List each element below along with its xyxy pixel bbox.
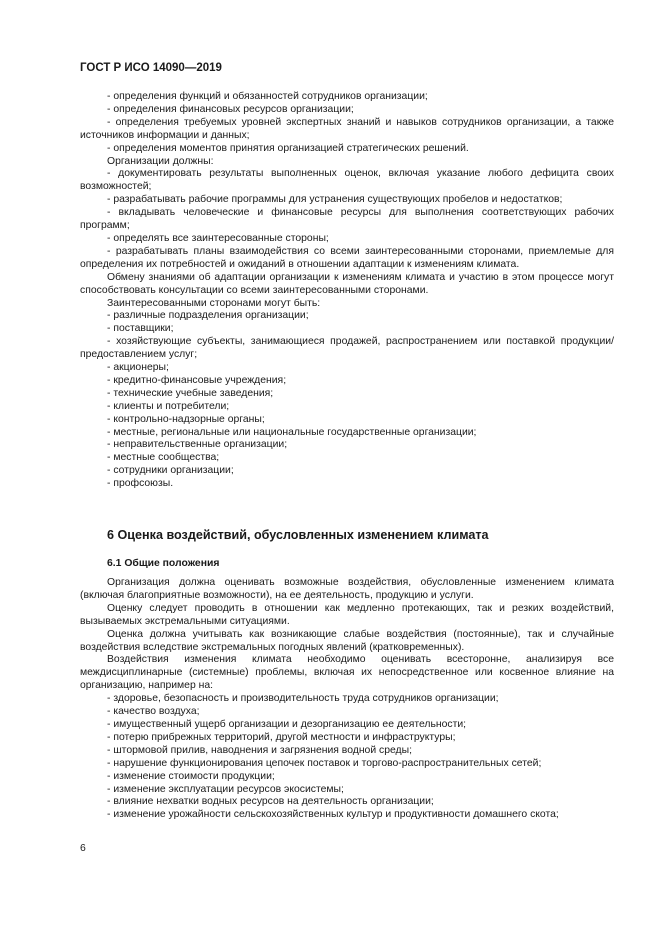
paragraph: - влияние нехватки водных ресурсов на деятельность организации;	[107, 796, 434, 808]
paragraph: Обмену знаниями об адаптации организации к изменениям климата и участию в этом процессе могут способствовать консультации со всеми заинтересованными сторонами.	[80, 271, 614, 296]
paragraph: - изменение эксплуатации ресурсов экосистемы;	[107, 783, 344, 795]
paragraph: Оценка должна учитывать как возникающие слабые воздействия (постоянные), так и случайные воздействия вследствие экстремальных погодных явлений (кратковременных).	[80, 628, 614, 653]
paragraph: Воздействия изменения климата необходимо оценивать всесторонне, анализируя все междисциплинарные (системные) проблемы, включая их непосредственное или косвенное влияние на организацию, например на:	[80, 654, 614, 692]
text-block-1	[80, 91, 614, 491]
paragraph: - хозяйствующие субъекты, занимающиеся продажей, распространением или поставкой продукции/предоставлением услуг;	[80, 336, 614, 361]
paragraph: - контрольно-надзорные органы;	[107, 413, 265, 425]
paragraph: - штормовой прилив, наводнения и загрязнения водной среды;	[107, 744, 412, 756]
paragraph: - неправительственные организации;	[107, 439, 288, 451]
paragraph: - здоровье, безопасность и производительность труда сотрудников организации;	[107, 693, 499, 705]
paragraph: - технические учебные заведения;	[107, 387, 274, 399]
paragraph: - изменение урожайности сельскохозяйственных культур и продуктивности домашнего скота;	[107, 809, 559, 821]
paragraph: Организации должны:	[107, 155, 214, 167]
paragraph: - качество воздуха;	[107, 706, 200, 718]
paragraph: - определения финансовых ресурсов организации;	[107, 103, 354, 115]
paragraph: - имущественный ущерб организации и дезорганизацию ее деятельности;	[107, 718, 467, 730]
paragraph: Заинтересованными сторонами могут быть:	[107, 297, 321, 309]
paragraph: Оценку следует проводить в отношении как медленно протекающих, так и резких воздействий, вызываемых экстремальными ситуациями.	[80, 602, 614, 627]
paragraph: - разрабатывать рабочие программы для устранения существующих пробелов и недостатков;	[107, 194, 563, 206]
paragraph: - определения требуемых уровней экспертных знаний и навыков сотрудников организации, а также источников информации и данных;	[80, 116, 614, 141]
paragraph: - местные, региональные или национальные государственные организации;	[107, 426, 477, 438]
paragraph: - поставщики;	[107, 323, 174, 335]
paragraph: - сотрудники организации;	[107, 465, 234, 477]
section-title: 6 Оценка воздействий, обусловленных изменением климата	[107, 528, 489, 542]
paragraph: Организация должна оценивать возможные воздействия, обусловленные изменением климата (включая благоприятные возможности), на ее деятельность, продукцию и услуги.	[80, 577, 614, 601]
paragraph: - профсоюзы.	[107, 478, 174, 490]
paragraph: - клиенты и потребители;	[107, 400, 230, 412]
page-number: 6	[80, 843, 86, 854]
paragraph: - вкладывать человеческие и финансовые ресурсы для выполнения соответствующих рабочих программ;	[80, 207, 614, 232]
paragraph: - кредитно-финансовые учреждения;	[107, 374, 287, 386]
text-block-2	[80, 577, 614, 822]
document-header: ГОСТ Р ИСО 14090—2019	[80, 62, 222, 74]
paragraph: - различные подразделения организации;	[107, 310, 309, 322]
paragraph: - акционеры;	[107, 362, 169, 374]
paragraph: - разрабатывать планы взаимодействия со всеми заинтересованными сторонами, приемлемые для определения их потребностей и ожиданий в отношении адаптации к изменениям климата.	[80, 245, 614, 270]
paragraph: - потерю прибрежных территорий, другой местности и инфраструктуры;	[107, 731, 456, 743]
paragraph: - документировать результаты выполненных оценок, включая указание любого дефицита своих возможностей;	[80, 168, 614, 193]
paragraph: - изменение стоимости продукции;	[107, 770, 275, 782]
subsection-title: 6.1 Общие положения	[107, 558, 220, 569]
paragraph: - определения функций и обязанностей сотрудников организации;	[107, 91, 428, 102]
paragraph: - определять все заинтересованные стороны;	[107, 232, 329, 244]
paragraph: - местные сообщества;	[107, 452, 220, 464]
paragraph: - определения моментов принятия организацией стратегических решений.	[107, 142, 469, 154]
paragraph: - нарушение функционирования цепочек поставок и торгово-распространительных сетей;	[107, 757, 542, 769]
